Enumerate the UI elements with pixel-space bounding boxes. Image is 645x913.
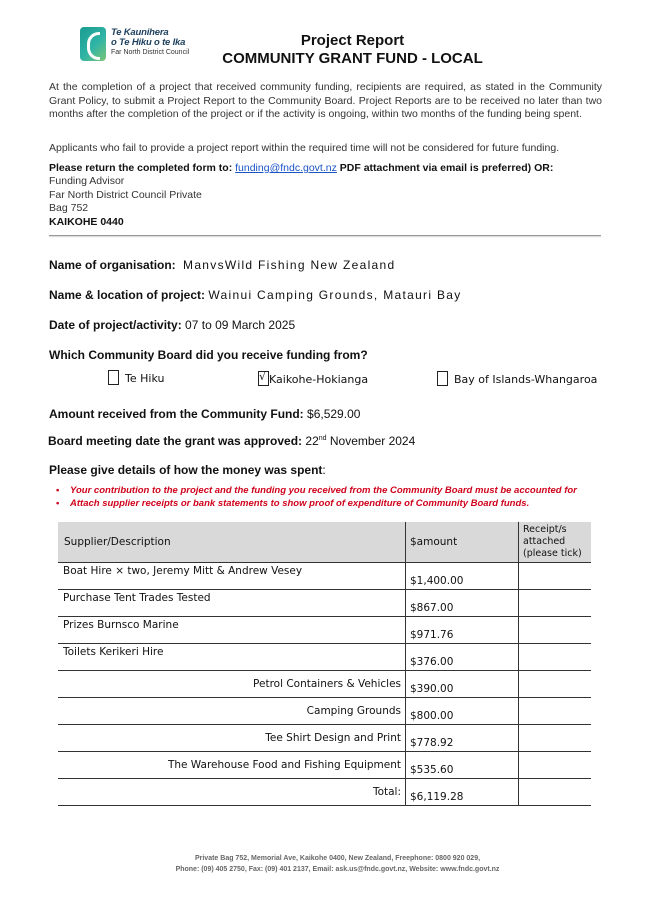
row-receipt-tick[interactable] (519, 752, 592, 779)
checkbox-bay-of-islands[interactable] (437, 371, 448, 386)
total-value[interactable]: $6,119.28 (406, 779, 519, 806)
notes-list (56, 484, 577, 510)
note-item: • Your contribution to the project and the funding you received from the Community Board must be accounted for (56, 484, 577, 497)
project-value[interactable]: Wainui Camping Grounds, Matauri Bay (208, 288, 462, 302)
board-label-bay-of-islands: Bay of Islands-Whangaroa (454, 373, 598, 386)
table-row (58, 725, 591, 752)
row-receipt-tick[interactable] (519, 644, 592, 671)
spent-label: Please give details of how the money was spent (49, 463, 323, 477)
table-row (58, 752, 591, 779)
footer-line-1: Private Bag 752, Memorial Ave, Kaikohe 0400, New Zealand, Freephone: 0800 920 029, (194, 855, 481, 862)
organisation-field (49, 258, 395, 272)
total-label: Total: (58, 779, 406, 806)
row-amount[interactable]: $778.92 (406, 725, 519, 752)
amount-value[interactable]: $6,529.00 (307, 407, 361, 421)
total-receipt-cell (519, 779, 592, 806)
row-description[interactable]: Toilets Kerikeri Hire (58, 644, 406, 671)
row-amount[interactable]: $867.00 (406, 590, 519, 617)
row-amount[interactable]: $376.00 (406, 644, 519, 671)
amount-field (49, 407, 360, 421)
row-description[interactable]: Prizes Burnsco Marine (58, 617, 406, 644)
row-receipt-tick[interactable] (519, 725, 592, 752)
board-label-kaikohe-hokianga: Kaikohe-Hokianga (269, 373, 369, 386)
address-line-4: KAIKOHE 0440 (49, 215, 124, 228)
row-description[interactable]: Purchase Tent Trades Tested (58, 590, 406, 617)
return-address (49, 175, 202, 229)
row-amount[interactable]: $971.76 (406, 617, 519, 644)
row-amount[interactable]: $1,400.00 (406, 563, 519, 590)
table-row (58, 698, 591, 725)
checkbox-kaikohe-hokianga[interactable] (258, 371, 269, 386)
warning-paragraph: Applicants who fail to provide a project report within the required time will not be considered for future funding. (49, 142, 560, 154)
checkbox-te-hiku[interactable] (108, 370, 119, 385)
spent-heading (49, 463, 326, 477)
row-amount[interactable]: $390.00 (406, 671, 519, 698)
return-instructions (49, 162, 553, 176)
logo-line-2: o Te Hiku o te Ika (111, 37, 186, 48)
header-description: Supplier/Description (58, 522, 406, 563)
logo-line-1: Te Kaunihera (111, 27, 169, 38)
address-line-1: Funding Advisor (49, 175, 125, 187)
footer-line-2: Phone: (09) 405 2750, Fax: (09) 401 2137, Email: ask.us@fndc.govt.nz, Website: www.fndc.govt.nz (175, 866, 500, 873)
address-line-2: Far North District Council Private (49, 188, 202, 201)
board-option-bay-of-islands[interactable] (437, 371, 597, 386)
amount-label: Amount received from the Community Fund: (49, 407, 304, 421)
row-description[interactable]: Boat Hire × two, Jeremy Mitt & Andrew Vesey (58, 563, 406, 590)
row-description[interactable]: Petrol Containers & Vehicles (58, 671, 406, 698)
table-row (58, 644, 591, 671)
return-prefix: Please return the completed form to: (49, 162, 233, 174)
meeting-date-value[interactable] (305, 434, 415, 448)
note-item: • Attach supplier receipts or bank statements to show proof of expenditure of Community Board funds. (56, 497, 577, 510)
row-receipt-tick[interactable] (519, 671, 592, 698)
row-description[interactable]: The Warehouse Food and Fishing Equipment (58, 752, 406, 779)
row-description[interactable]: Tee Shirt Design and Print (58, 725, 406, 752)
page-footer (0, 853, 645, 875)
table-total-row (58, 779, 591, 806)
row-receipt-tick[interactable] (519, 617, 592, 644)
board-option-kaikohe-hokianga[interactable] (258, 371, 368, 386)
funding-email-link[interactable]: funding@fndc.govt.nz (235, 162, 337, 174)
address-line-3: Bag 752 (49, 202, 89, 214)
spent-colon: : (322, 463, 326, 477)
table-row (58, 671, 591, 698)
row-amount[interactable]: $535.60 (406, 752, 519, 779)
organisation-label: Name of organisation: (49, 258, 176, 272)
row-receipt-tick[interactable] (519, 590, 592, 617)
meeting-day-suffix: nd (318, 435, 327, 442)
project-label: Name & location of project: (49, 288, 206, 302)
row-amount[interactable]: $800.00 (406, 698, 519, 725)
board-label-te-hiku: Te Hiku (125, 372, 165, 385)
organisation-value[interactable]: ManvsWild Fishing New Zealand (183, 258, 396, 272)
report-subtitle: COMMUNITY GRANT FUND - LOCAL (222, 50, 483, 67)
header-receipt: Receipt/s attached (please tick) (519, 522, 592, 563)
table-row (58, 617, 591, 644)
meeting-date-field (48, 434, 415, 448)
board-option-te-hiku[interactable] (108, 370, 164, 385)
row-description[interactable]: Camping Grounds (58, 698, 406, 725)
header-amount: $amount (406, 522, 519, 563)
meeting-month-year: November 2024 (329, 434, 416, 448)
divider (49, 235, 601, 236)
report-title: Project Report (300, 32, 405, 49)
project-field (49, 288, 462, 302)
logo-line-3: Far North District Council (111, 49, 190, 56)
table-row (58, 563, 591, 590)
date-label: Date of project/activity: (49, 318, 182, 332)
intro-paragraph: At the completion of a project that received community funding, recipients are required, as stated in the Community Grant Policy, to submit a Project Report to the Community Board. Project Reports are to be received no later than two months after the completion of the project or if the activity is ongoing, within two months of the funding being spent. (49, 81, 602, 120)
meeting-date-label: Board meeting date the grant was approved: (48, 434, 303, 448)
meeting-day: 22 (305, 434, 319, 448)
date-field (49, 318, 295, 332)
table-header-row (58, 522, 591, 563)
row-receipt-tick[interactable] (519, 563, 592, 590)
return-suffix: PDF attachment via email is preferred) OR: (339, 162, 554, 174)
date-value[interactable]: 07 to 09 March 2025 (185, 318, 296, 332)
row-receipt-tick[interactable] (519, 698, 592, 725)
board-question: Which Community Board did you receive funding from? (49, 348, 368, 362)
table-row (58, 590, 591, 617)
expenditure-table (58, 522, 591, 806)
